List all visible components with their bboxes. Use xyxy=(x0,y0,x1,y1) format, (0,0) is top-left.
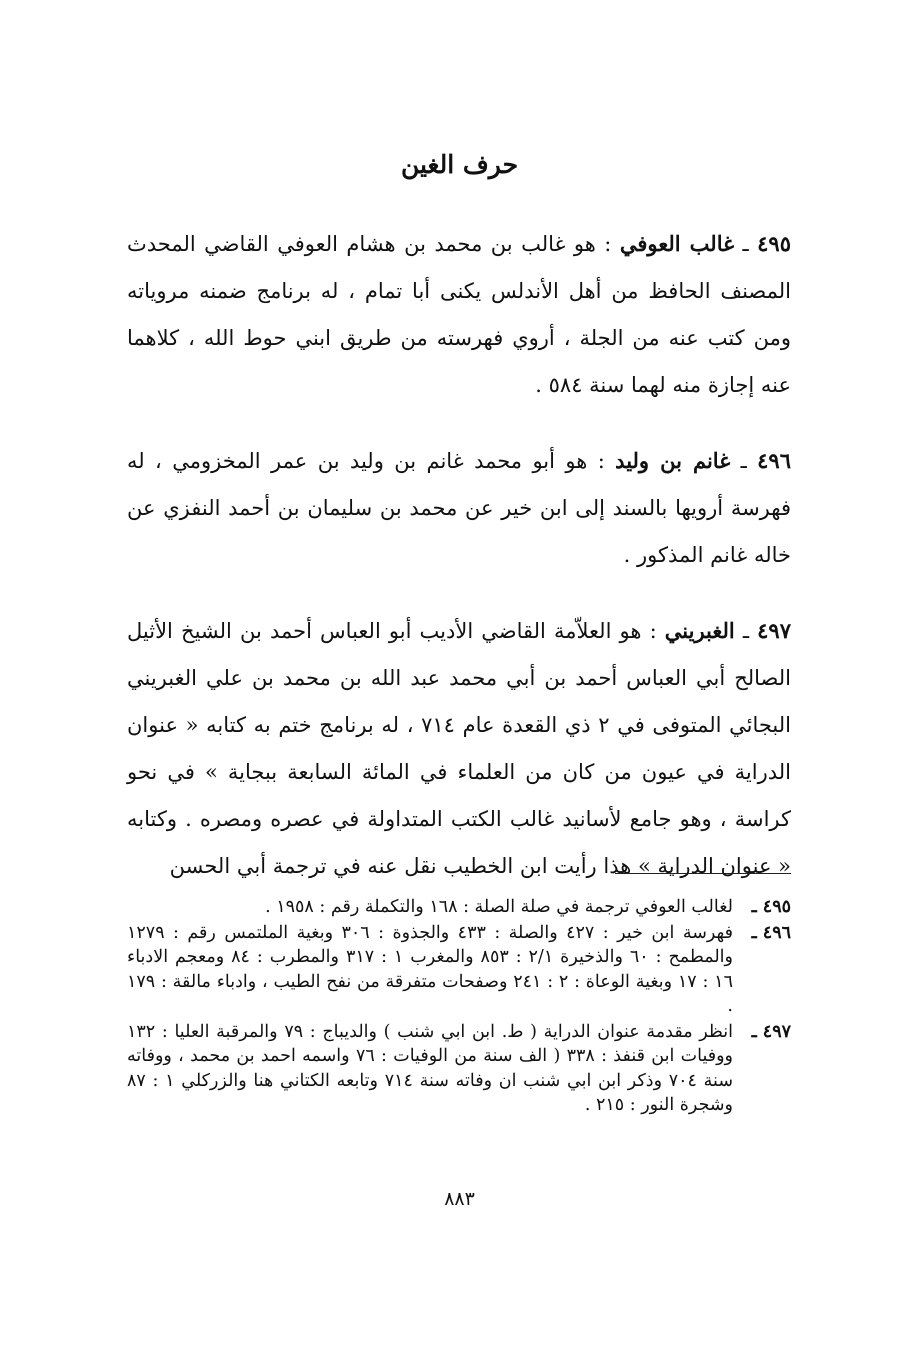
footnote-text: لغالب العوفي ترجمة في صلة الصلة : ١٦٨ والتكملة رقم : ١٩٥٨ . xyxy=(265,897,733,917)
entry-number: ٤٩٧ xyxy=(757,618,791,643)
footnote-text: فهرسة ابن خير : ٤٢٧ والصلة : ٤٣٣ والجذوة : ٣٠٦ وبغية الملتمس رقم : ١٢٧٩ والمطمح : ٦٠ والذخيرة ٢/١ : ٨٥٣ والمغرب ١ : ٣١٧ والمطرب : ٨٤ ومعجم الادباء ١٦ : ١٧ وبغية الوعاة : ٢ : ٢٤١ وصفحات متفرقة من نفح الطيب ، وادباء مالقة : ١٧٩ . xyxy=(127,922,733,1016)
entry-name: غانم بن وليد xyxy=(615,448,731,473)
entry-497: ٤٩٧ ـ الغبريني : هو العلاّمة القاضي الأديب أبو العباس أحمد بن الشيخ الأثيل الصالح أبي العباس أحمد بن أبي محمد عبد الله بن محمد بن علي الغبريني البجائي المتوفى في ٢ ذي القعدة عام ٧١٤ ، له برنامج ختم به كتابه « عنوان الدراية في عيون من كان من العلماء في المائة السابعة ببجاية » في نحو كراسة ، وهو جامع لأسانيد غالب الكتب المتداولة في عصره ومصره . وكتابه « عنوان الدراية » هذا رأيت ابن الخطيب نقل عنه في ترجمة أبي الحسن xyxy=(127,618,792,878)
footnote-496 xyxy=(127,921,791,1019)
footnote-number: ٤٩٦ ـ xyxy=(751,922,791,943)
footnote-497 xyxy=(127,1020,791,1118)
chapter-title: حرف الغين xyxy=(400,150,519,179)
entry-name: غالب العوفي xyxy=(619,231,735,256)
entry-495: ٤٩٥ ـ غالب العوفي : هو غالب بن محمد بن هشام العوفي القاضي المحدث المصنف الحافظ من أهل الأندلس يكنى أبا تمام ، له برنامج ضمنه مروياته ومن كتب عنه من الجلة ، أروي فهرسته من طريق ابني حوط الله ، كلاهما عنه إجازة منه لهما سنة ٥٨٤ . xyxy=(127,231,791,397)
entry-text: : هو العلاّمة القاضي الأديب أبو العباس أحمد بن الشيخ الأثيل الصالح أبي العباس أحمد بن أبي محمد عبد الله بن محمد بن علي الغبريني البجائي المتوفى في ٢ ذي القعدة عام ٧١٤ ، له برنامج ختم به كتابه « عنوان الدراية في عيون من كان من العلماء في المائة السابعة ببجاية » في نحو كراسة ، وهو جامع لأسانيد غالب الكتب المتداولة في عصره ومصره . وكتابه « عنوان الدراية » هذا رأيت ابن الخطيب نقل عنه في ترجمة أبي الحسن xyxy=(127,619,792,878)
entry-text: : هو أبو محمد غانم بن وليد بن عمر المخزومي ، له فهرسة أرويها بالسند إلى ابن خير عن محمد بن سليمان بن أحمد النفزي عن خاله غانم المذكور . xyxy=(127,449,791,567)
footnote-number: ٤٩٥ ـ xyxy=(751,897,791,917)
entry-496: ٤٩٦ ـ غانم بن وليد : هو أبو محمد غانم بن وليد بن عمر المخزومي ، له فهرسة أرويها بالسند إلى ابن خير عن محمد بن سليمان بن أحمد النفزي عن خاله غانم المذكور . xyxy=(127,448,791,567)
entry-text: : هو غالب بن محمد بن هشام العوفي القاضي المحدث المصنف الحافظ من أهل الأندلس يكنى أبا تمام ، له برنامج ضمنه مروياته ومن كتب عنه من الجلة ، أروي فهرسته من طريق ابني حوط الله ، كلاهما عنه إجازة منه لهما سنة ٥٨٤ . xyxy=(127,232,791,397)
entry-name: الغبريني xyxy=(664,618,735,643)
footnote-number: ٤٩٧ ـ xyxy=(751,1021,791,1042)
entry-number: ٤٩٥ xyxy=(757,231,791,256)
footnote-separator xyxy=(615,873,791,874)
footnote-text: انظر مقدمة عنوان الدراية ( ط. ابن ابي شنب ) والديباج : ٧٩ والمرقبة العليا : ١٣٢ ووفيات ابن قنفذ : ٣٣٨ ( الف سنة من الوفيات : ٧٦ واسمه احمد بن محمد ، ووفاته سنة ٧٠٤ وذكر ابن ابي شنب ان وفاته سنة ٧١٤ وتابعه الكتاني هنا والزركلي ١ : ٨٧ وشجرة النور : ٢١٥ . xyxy=(127,1021,734,1115)
footnotes xyxy=(127,895,791,1119)
footnote-495 xyxy=(127,895,791,920)
entry-number: ٤٩٦ xyxy=(757,448,791,473)
page-number: ٨٨٣ xyxy=(444,1188,475,1210)
main-text xyxy=(127,220,791,918)
